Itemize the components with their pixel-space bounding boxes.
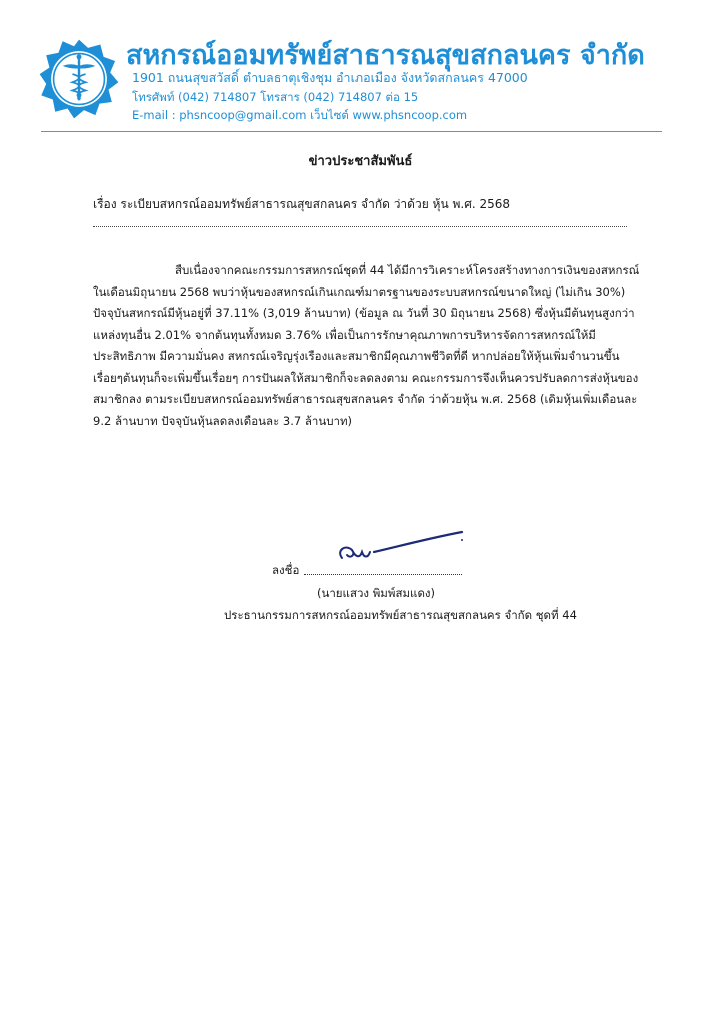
handwritten-signature — [330, 528, 475, 568]
document-title: ข่าวประชาสัมพันธ์ — [308, 154, 413, 169]
body-line: ประสิทธิภาพ มีความมั่นคง สหกรณ์เจริญรุ่งเรืองและสมาชิกมีคุณภาพชีวิตที่ดี หากปล่อยให้หุ้นเพิ่มจำนวนขึ้น — [93, 349, 620, 363]
header-divider — [41, 131, 662, 132]
body-line: ปัจจุบันสหกรณ์มีหุ้นอยู่ที่ 37.11% (3,019 ล้านบาท) (ข้อมูล ณ วันที่ 30 มิถุนายน 2568) ซึ่งหุ้นมีต้นทุนสูงกว่า — [93, 306, 635, 320]
sign-label: ลงชื่อ — [272, 563, 300, 577]
body-line: เรื่อยๆต้นทุนก็จะเพิ่มขึ้นเรื่อยๆ การปันผลให้สมาชิกก็จะลดลงตาม คณะกรรมการจึงเห็นควรปรับลดการส่งหุ้นของ — [93, 370, 639, 385]
body-line: สมาชิกลง ตามระเบียบสหกรณ์ออมทรัพย์สาธารณสุขสกลนคร จำกัด ว่าด้วยหุ้น พ.ศ. 2568 (เดิมหุ้นเพิ่มเดือนละ — [93, 392, 638, 406]
signature-dotted-line — [304, 574, 462, 575]
body-line: สืบเนื่องจากคณะกรรมการสหกรณ์ชุดที่ 44 ได้มีการวิเคราะห์โครงสร้างทางการเงินของสหกรณ์ — [175, 263, 640, 277]
body-paragraph — [93, 260, 683, 432]
signer-position: ประธานกรรมการสหกรณ์ออมทรัพย์สาธารณสุขสกลนคร จำกัด ชุดที่ 44 — [224, 608, 577, 622]
organization-email-website: E-mail : phsncoop@gmail.com เว็บไซต์ www.phsncoop.com — [132, 108, 468, 122]
cooperative-caduceus-logo-icon — [38, 38, 120, 120]
organization-address: 1901 ถนนสุขสวัสดิ์ ตำบลธาตุเชิงชุม อำเภอเมือง จังหวัดสกลนคร 47000 — [132, 70, 528, 85]
subject-dotted-divider — [93, 226, 627, 227]
body-line: 9.2 ล้านบาท ปัจจุบันหุ้นลดลงเดือนละ 3.7 ล้านบาท) — [93, 413, 353, 428]
organization-name: สหกรณ์ออมทรัพย์สาธารณสุขสกลนคร จำกัด — [126, 40, 645, 71]
document-subject: เรื่อง ระเบียบสหกรณ์ออมทรัพย์สาธารณสุขสกลนคร จำกัด ว่าด้วย หุ้น พ.ศ. 2568 — [93, 197, 510, 211]
signer-name: (นายแสวง พิมพ์สมแดง) — [317, 586, 436, 600]
organization-phone: โทรศัพท์ (042) 714807 โทรสาร (042) 714807 ต่อ 15 — [132, 90, 419, 104]
body-line: ในเดือนมิถุนายน 2568 พบว่าหุ้นของสหกรณ์เกินเกณฑ์มาตรฐานของระบบสหกรณ์ขนาดใหญ่ (ไม่เกิน 30%) — [93, 284, 626, 299]
body-line: แหล่งทุนอื่น 2.01% จากต้นทุนทั้งหมด 3.76% เพื่อเป็นการรักษาคุณภาพการบริหารจัดการสหกรณ์ให้มี — [93, 327, 596, 342]
